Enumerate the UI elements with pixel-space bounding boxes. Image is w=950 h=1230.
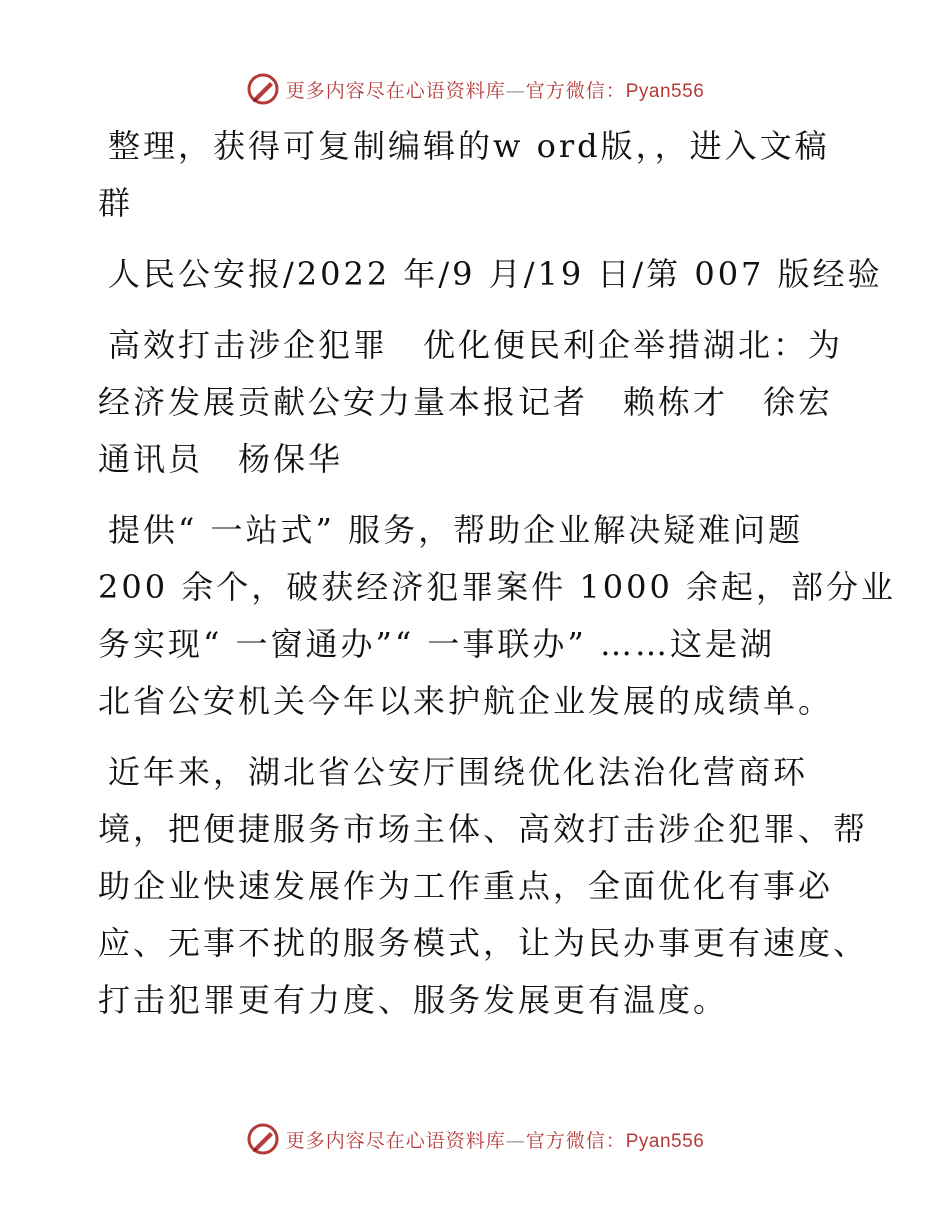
paragraph-headline: 高效打击涉企犯罪 优化便民利企举措湖北：为 经济发展贡献公安力量本报记者 赖栋才 徐宏 通讯员 杨保华 [98, 326, 844, 478]
pen-circle-logo-icon [246, 72, 280, 106]
paragraph-intro: 整理，获得可复制编辑的w ord版，，进入文稿 群 [98, 127, 830, 222]
article-body [98, 118, 897, 1043]
paragraph-recent-years: 近年来，湖北省公安厅围绕优化法治化营商环 境，把便捷服务市场主体、高效打击涉企犯罪、帮 助企业快速发展作为工作重点，全面优化有事必 应、无事不扰的服务模式，让为民办事更有速度、 打击犯罪更有力度、服务发展更有温度。 [98, 753, 869, 1019]
pen-circle-logo-icon [246, 1122, 280, 1156]
watermark-text: 更多内容尽在心语资料库—官方微信：Pyan556 [285, 1129, 705, 1152]
footer-watermark [0, 1122, 950, 1156]
paragraph-source: 人民公安报/2022 年/9 月/19 日/第 007 版经验 [108, 255, 883, 293]
paragraph-achievements: 提供“ 一站式” 服务，帮助企业解决疑难问题 200 余个，破获经济犯罪案件 1000 余起，部分业 务实现“ 一窗通办”“ 一事联办” ……这是湖 北省公安机关今年以来护航企业发展的成绩单。 [98, 511, 897, 720]
header-watermark [0, 72, 950, 106]
watermark-text: 更多内容尽在心语资料库—官方微信：Pyan556 [285, 79, 705, 102]
